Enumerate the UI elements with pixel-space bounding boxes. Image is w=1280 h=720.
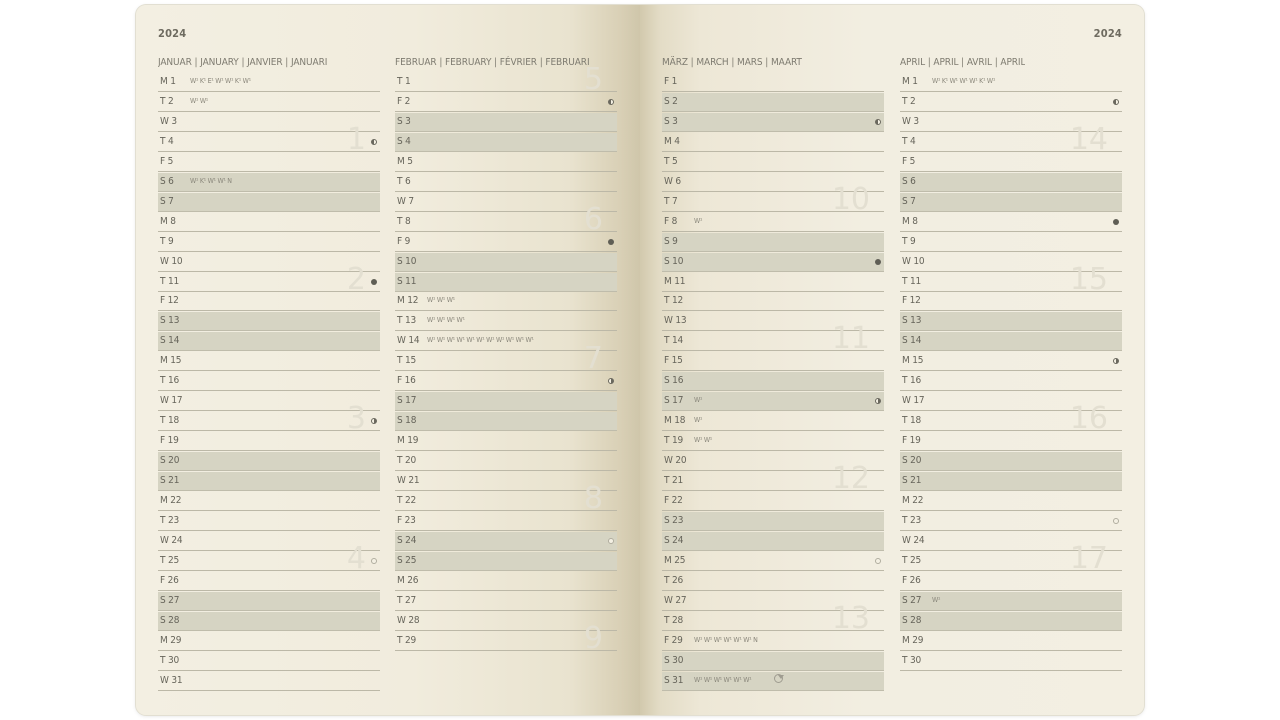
- day-row[interactable]: [395, 572, 617, 591]
- day-row[interactable]: [395, 552, 617, 571]
- day-label: T 26: [664, 574, 683, 586]
- day-label: S 24: [664, 534, 684, 546]
- day-row[interactable]: [662, 412, 884, 431]
- day-label: S 14: [902, 335, 922, 347]
- day-label: S 2: [664, 95, 678, 107]
- day-label: S 9: [664, 235, 678, 247]
- day-row[interactable]: [900, 312, 1122, 331]
- day-label: S 17: [664, 395, 684, 407]
- day-label: T 11: [902, 275, 921, 287]
- day-row[interactable]: [158, 472, 380, 491]
- week-number: 5: [583, 62, 603, 97]
- moon-first-icon: [371, 418, 377, 424]
- day-row[interactable]: [662, 512, 884, 531]
- day-row[interactable]: [900, 612, 1122, 631]
- day-label: W 3: [160, 115, 177, 127]
- day-row[interactable]: [900, 452, 1122, 471]
- day-row[interactable]: [395, 432, 617, 451]
- day-row[interactable]: [395, 273, 617, 292]
- day-row[interactable]: [395, 93, 617, 112]
- week-number: 7: [583, 341, 603, 377]
- day-row[interactable]: [662, 392, 884, 411]
- day-label: T 27: [397, 594, 416, 606]
- day-label: F 19: [160, 435, 179, 447]
- day-label: M 1: [902, 76, 918, 87]
- day-label: M 5: [397, 155, 413, 167]
- day-label: M 1: [160, 76, 176, 87]
- day-row[interactable]: [395, 412, 617, 431]
- day-label: T 18: [160, 415, 179, 427]
- week-number: 2: [346, 261, 366, 297]
- week-number: 10: [831, 181, 870, 217]
- day-row[interactable]: [395, 392, 617, 411]
- moon-full-icon: [371, 558, 377, 564]
- day-row[interactable]: [158, 572, 380, 591]
- holiday-markers: W¹: [932, 595, 941, 604]
- week-number: 17: [1069, 540, 1108, 576]
- day-row[interactable]: [395, 113, 617, 132]
- day-row[interactable]: [662, 153, 884, 172]
- day-row[interactable]: [158, 213, 380, 232]
- day-label: T 15: [397, 355, 416, 367]
- day-label: M 4: [664, 135, 680, 147]
- day-label: T 5: [664, 155, 678, 167]
- day-label: S 24: [397, 534, 417, 546]
- day-row[interactable]: [158, 652, 380, 671]
- day-label: F 23: [397, 514, 416, 526]
- week-number: 8: [583, 480, 603, 516]
- day-label: S 10: [397, 255, 417, 267]
- day-label: S 28: [902, 614, 922, 626]
- day-label: T 4: [902, 135, 916, 147]
- holiday-markers: W¹: [694, 216, 703, 225]
- day-label: F 5: [160, 155, 174, 167]
- day-label: W 13: [664, 315, 687, 327]
- right-page: [640, 5, 1144, 715]
- day-row[interactable]: [662, 133, 884, 152]
- day-label: T 16: [902, 375, 921, 387]
- week-number: 12: [831, 461, 870, 496]
- day-row[interactable]: [158, 73, 380, 92]
- day-row[interactable]: [158, 332, 380, 351]
- day-label: S 11: [397, 275, 417, 287]
- day-label: F 26: [160, 574, 179, 586]
- day-row[interactable]: [900, 492, 1122, 511]
- holiday-markers: W¹ W¹ W¹ W¹: [427, 316, 465, 325]
- day-label: S 3: [664, 115, 678, 127]
- day-label: W 7: [397, 195, 414, 207]
- day-row[interactable]: [395, 452, 617, 471]
- day-label: S 30: [664, 654, 684, 666]
- day-label: W 28: [397, 614, 420, 626]
- day-row[interactable]: [900, 472, 1122, 491]
- day-row[interactable]: [158, 312, 380, 331]
- day-label: T 9: [902, 235, 916, 247]
- day-label: S 20: [160, 455, 180, 467]
- day-label: W 6: [664, 175, 681, 187]
- moon-full-icon: [1113, 518, 1119, 524]
- week-number: 13: [831, 600, 870, 636]
- holiday-markers: W¹ W¹ W¹ W¹ W¹ W¹ N: [694, 635, 758, 644]
- day-label: F 15: [664, 355, 683, 367]
- day-label: M 26: [397, 574, 419, 586]
- moon-first-icon: [1113, 358, 1119, 364]
- week-number: 14: [1069, 121, 1108, 157]
- day-row[interactable]: [158, 372, 380, 391]
- day-label: T 8: [397, 215, 411, 227]
- day-label: M 22: [902, 494, 924, 506]
- day-label: S 17: [397, 395, 417, 407]
- day-label: W 3: [902, 115, 919, 127]
- week-number: 15: [1069, 261, 1108, 297]
- day-row[interactable]: [158, 352, 380, 371]
- day-row[interactable]: [900, 352, 1122, 371]
- day-row[interactable]: [158, 153, 380, 172]
- moon-last-icon: [875, 119, 881, 125]
- day-label: M 19: [397, 435, 419, 447]
- day-row[interactable]: [395, 253, 617, 272]
- holiday-markers: W¹ W¹ W¹: [427, 296, 455, 305]
- day-row[interactable]: [395, 512, 617, 531]
- day-label: T 23: [902, 514, 921, 526]
- day-row[interactable]: [900, 93, 1122, 112]
- day-row[interactable]: [158, 492, 380, 511]
- day-row[interactable]: [395, 372, 617, 391]
- day-label: M 15: [902, 355, 924, 367]
- month-column-january: [158, 55, 380, 686]
- month-title: MÄRZ | MARCH | MARS | MAART: [662, 57, 802, 68]
- day-row[interactable]: [900, 432, 1122, 451]
- month-column-april: [900, 55, 1122, 666]
- day-label: T 2: [160, 95, 174, 107]
- day-label: M 18: [664, 415, 686, 427]
- day-label: S 3: [397, 115, 411, 127]
- day-label: M 8: [902, 215, 918, 227]
- day-row[interactable]: [900, 332, 1122, 351]
- moon-full-icon: [608, 538, 614, 544]
- day-label: T 19: [664, 435, 683, 447]
- day-row[interactable]: [900, 153, 1122, 172]
- clock-change-icon: [774, 674, 783, 683]
- day-row[interactable]: [158, 173, 380, 192]
- day-row[interactable]: [662, 552, 884, 571]
- week-number: 1: [346, 121, 366, 157]
- day-label: M 11: [664, 275, 686, 287]
- day-label: S 10: [664, 255, 684, 267]
- year-label-right: 2024: [1093, 27, 1122, 40]
- moon-new-icon: [371, 279, 377, 285]
- day-row[interactable]: [900, 572, 1122, 591]
- day-label: W 17: [160, 395, 183, 407]
- day-label: W 24: [160, 534, 183, 546]
- moon-first-icon: [608, 378, 614, 384]
- day-label: F 22: [664, 494, 683, 506]
- day-row[interactable]: [395, 233, 617, 252]
- day-label: F 2: [397, 95, 411, 107]
- day-row[interactable]: [900, 512, 1122, 531]
- day-row[interactable]: [900, 73, 1122, 92]
- day-label: M 29: [902, 634, 924, 646]
- holiday-markers: W¹: [694, 396, 703, 405]
- holiday-markers: W¹ K¹ W¹ W¹ N: [190, 176, 232, 185]
- day-row[interactable]: [662, 572, 884, 591]
- day-label: S 6: [902, 175, 916, 187]
- moon-full-icon: [875, 558, 881, 564]
- day-row[interactable]: [900, 652, 1122, 671]
- day-label: F 5: [902, 155, 916, 167]
- day-row[interactable]: [662, 253, 884, 272]
- day-label: T 13: [397, 315, 416, 327]
- day-row[interactable]: [158, 432, 380, 451]
- day-label: W 27: [664, 594, 687, 606]
- day-row[interactable]: [662, 113, 884, 132]
- week-number: 16: [1069, 401, 1108, 437]
- day-label: T 23: [160, 514, 179, 526]
- day-row[interactable]: [662, 632, 884, 651]
- moon-last-icon: [1113, 99, 1119, 105]
- day-label: F 8: [664, 215, 678, 227]
- moon-new-icon: [1113, 219, 1119, 225]
- day-row[interactable]: [158, 512, 380, 531]
- week-number: 11: [831, 321, 870, 357]
- week-number: 4: [346, 540, 366, 576]
- day-row[interactable]: [158, 193, 380, 212]
- day-label: T 7: [664, 195, 678, 207]
- day-label: W 21: [397, 475, 420, 486]
- day-label: T 11: [160, 275, 179, 287]
- moon-last-icon: [371, 139, 377, 145]
- day-row[interactable]: [900, 372, 1122, 391]
- day-row[interactable]: [395, 312, 617, 331]
- day-label: T 29: [397, 634, 416, 646]
- day-label: M 25: [664, 554, 686, 566]
- week-number: 6: [583, 201, 603, 237]
- week-number: 9: [583, 620, 603, 656]
- day-label: S 28: [160, 614, 180, 626]
- day-row[interactable]: [158, 672, 380, 691]
- day-row[interactable]: [158, 612, 380, 631]
- day-label: S 21: [160, 475, 180, 486]
- day-label: S 21: [902, 475, 922, 486]
- moon-last-icon: [608, 99, 614, 105]
- day-label: T 30: [160, 654, 179, 666]
- day-row[interactable]: [158, 233, 380, 252]
- moon-first-icon: [875, 398, 881, 404]
- day-label: T 1: [397, 76, 411, 87]
- day-label: T 25: [902, 554, 921, 566]
- day-label: M 12: [397, 295, 419, 307]
- day-label: S 27: [902, 594, 922, 606]
- day-row[interactable]: [662, 492, 884, 511]
- day-label: F 19: [902, 435, 921, 447]
- day-label: T 25: [160, 554, 179, 566]
- day-label: S 25: [397, 554, 417, 566]
- day-label: S 18: [397, 415, 417, 427]
- day-label: W 14: [397, 335, 420, 347]
- day-row[interactable]: [395, 292, 617, 311]
- holiday-markers: W¹: [694, 416, 703, 425]
- day-label: M 8: [160, 215, 176, 227]
- day-row[interactable]: [900, 193, 1122, 212]
- month-column-march: [662, 55, 884, 686]
- day-label: F 29: [664, 634, 683, 646]
- day-label: S 31: [664, 674, 684, 686]
- day-label: S 13: [160, 315, 180, 327]
- moon-new-icon: [608, 239, 614, 245]
- day-label: T 9: [160, 235, 174, 247]
- day-row[interactable]: [900, 173, 1122, 192]
- day-label: S 13: [902, 315, 922, 327]
- month-title: APRIL | APRIL | AVRIL | APRIL: [900, 57, 1026, 68]
- day-row[interactable]: [395, 532, 617, 551]
- day-label: W 31: [160, 674, 183, 686]
- day-row[interactable]: [900, 233, 1122, 252]
- day-label: T 2: [902, 95, 916, 107]
- day-label: W 10: [160, 255, 183, 267]
- day-label: W 10: [902, 255, 925, 267]
- day-row[interactable]: [395, 592, 617, 611]
- day-label: F 1: [664, 76, 678, 87]
- day-label: M 15: [160, 355, 182, 367]
- day-label: W 17: [902, 395, 925, 407]
- day-row[interactable]: [900, 592, 1122, 611]
- day-label: T 18: [902, 415, 921, 427]
- day-row[interactable]: [158, 93, 380, 112]
- day-label: F 12: [160, 295, 179, 307]
- day-row[interactable]: [158, 292, 380, 311]
- year-label-left: 2024: [158, 27, 187, 40]
- moon-new-icon: [875, 259, 881, 265]
- day-label: T 14: [664, 335, 683, 347]
- day-row[interactable]: [662, 532, 884, 551]
- day-label: T 30: [902, 654, 921, 666]
- day-row[interactable]: [395, 173, 617, 192]
- day-label: S 7: [902, 195, 916, 207]
- day-row[interactable]: [900, 632, 1122, 651]
- day-row[interactable]: [900, 292, 1122, 311]
- month-title: FEBRUAR | FEBRUARY | FÉVRIER | FEBRUARI: [395, 57, 590, 68]
- day-label: F 16: [397, 375, 416, 387]
- day-row[interactable]: [395, 153, 617, 172]
- day-label: T 16: [160, 375, 179, 387]
- day-label: T 21: [664, 475, 683, 486]
- day-label: M 22: [160, 494, 182, 506]
- day-row[interactable]: [662, 213, 884, 232]
- holiday-markers: W¹ W¹ W¹ W¹ W¹ W¹: [694, 675, 752, 684]
- day-row[interactable]: [662, 672, 884, 691]
- day-row[interactable]: [662, 432, 884, 451]
- day-label: T 6: [397, 175, 411, 187]
- day-label: T 22: [397, 494, 416, 506]
- day-row[interactable]: [900, 213, 1122, 232]
- day-label: T 20: [397, 455, 416, 467]
- day-label: S 6: [160, 175, 174, 187]
- day-row[interactable]: [395, 133, 617, 152]
- holiday-markers: W¹ K¹ E¹ W¹ W¹ K¹ W¹: [190, 77, 251, 85]
- day-row[interactable]: [158, 452, 380, 471]
- holiday-markers: W¹ W¹ W¹ W¹ W¹ W¹ W¹ W¹ W¹ W¹ W¹: [427, 336, 534, 345]
- planner-spread: [136, 5, 1144, 715]
- left-page: [136, 5, 640, 715]
- day-label: S 14: [160, 335, 180, 347]
- day-label: T 12: [664, 295, 683, 307]
- day-label: T 28: [664, 614, 683, 626]
- holiday-markers: W¹ W¹: [694, 436, 712, 445]
- day-row[interactable]: [662, 73, 884, 92]
- day-row[interactable]: [662, 273, 884, 292]
- day-label: F 12: [902, 295, 921, 307]
- day-row[interactable]: [662, 233, 884, 252]
- day-label: W 20: [664, 455, 687, 467]
- day-label: S 16: [664, 375, 684, 387]
- day-row[interactable]: [662, 93, 884, 112]
- day-row[interactable]: [662, 352, 884, 371]
- day-row[interactable]: [662, 652, 884, 671]
- day-label: S 27: [160, 594, 180, 606]
- month-title: JANUAR | JANUARY | JANVIER | JANUARI: [158, 57, 328, 68]
- week-number: 3: [346, 401, 366, 437]
- day-label: S 4: [397, 135, 411, 147]
- day-row[interactable]: [158, 592, 380, 611]
- day-label: F 9: [397, 235, 411, 247]
- day-row[interactable]: [662, 292, 884, 311]
- day-label: F 26: [902, 574, 921, 586]
- holiday-markers: W¹ W¹: [190, 96, 208, 105]
- day-row[interactable]: [158, 632, 380, 651]
- day-label: S 20: [902, 455, 922, 467]
- day-label: S 23: [664, 514, 684, 526]
- day-label: W 24: [902, 534, 925, 546]
- day-label: T 4: [160, 135, 174, 147]
- holiday-markers: W¹ K¹ W¹ W¹ W¹ K¹ W¹: [932, 77, 996, 85]
- day-row[interactable]: [662, 372, 884, 391]
- day-label: S 7: [160, 195, 174, 207]
- day-label: M 29: [160, 634, 182, 646]
- month-column-february: [395, 55, 617, 656]
